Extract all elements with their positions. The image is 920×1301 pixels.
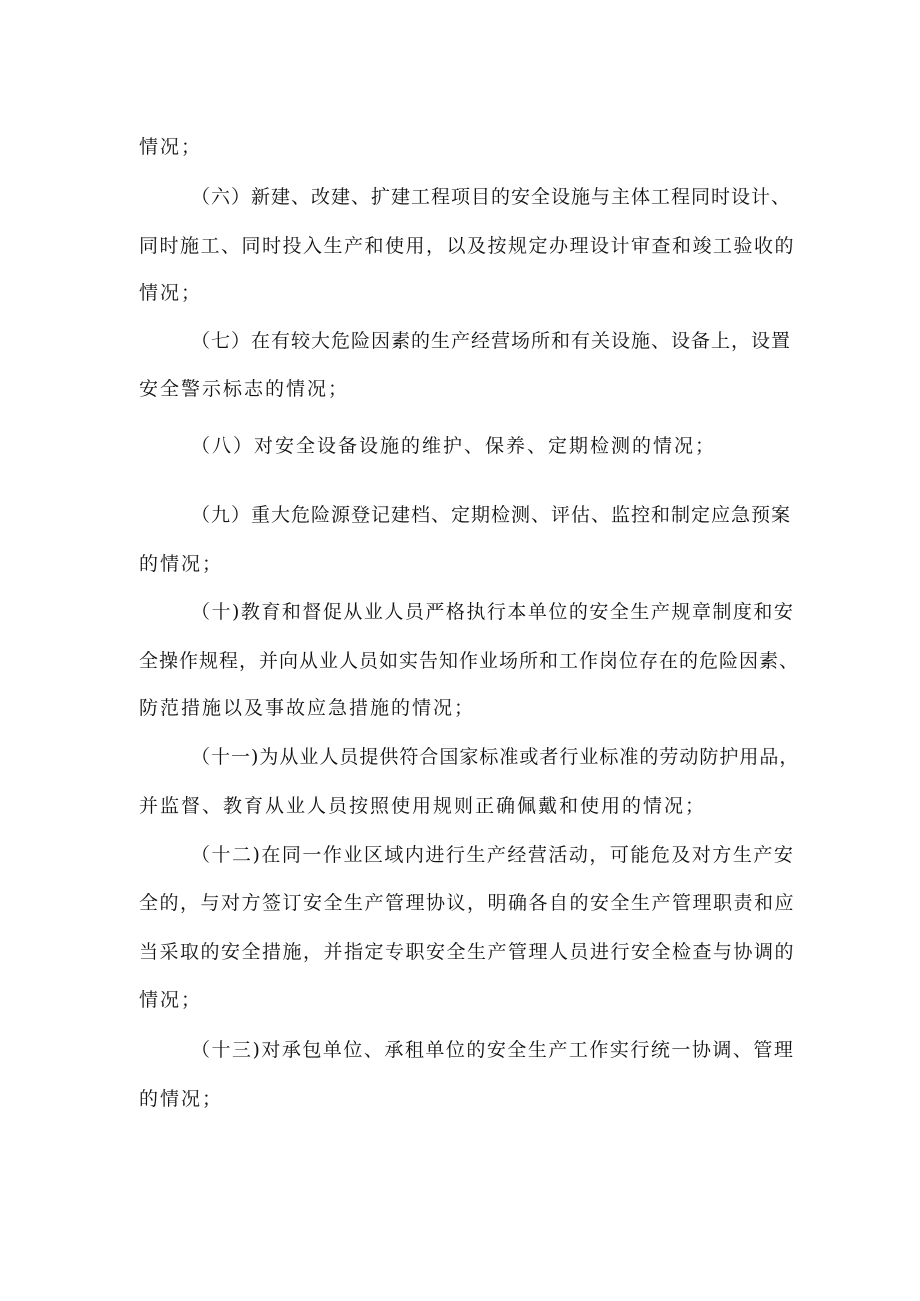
text-line-8: （九）重大危险源登记建档、定期检测、评估、监控和制定应急预案 [191, 504, 792, 526]
text-line-7: （八）对安全设备设施的维护、保养、定期检测的情况； [191, 435, 717, 457]
text-line-5: （七）在有较大危险因素的生产经营场所和有关设施、设备上，设置 [191, 330, 792, 352]
text-line-17: 当采取的安全措施，并指定专职安全生产管理人员进行安全检查与协调的 [139, 941, 796, 963]
text-line-12: 防范措施以及事故应急措施的情况； [139, 697, 476, 719]
text-line-20: 的情况； [139, 1088, 224, 1110]
text-line-1: 情况； [139, 136, 203, 158]
text-line-2: （六）新建、改建、扩建工程项目的安全设施与主体工程同时设计、 [191, 186, 792, 208]
text-line-18: 情况； [139, 989, 203, 1011]
text-line-10: （十)教育和督促从业人员严格执行本单位的安全生产规章制度和安 [191, 601, 795, 623]
text-line-15: （十二)在同一作业区域内进行生产经营活动，可能危及对方生产安 [191, 844, 795, 866]
text-line-11: 全操作规程，并向从业人员如实告知作业场所和工作岗位存在的危险因素、 [139, 650, 800, 672]
text-line-14: 并监督、教育从业人员按照使用规则正确佩戴和使用的情况； [139, 795, 707, 817]
text-line-6: 安全警示标志的情况； [139, 378, 350, 400]
text-line-3: 同时施工、同时投入生产和使用，以及按规定办理设计审查和竣工验收的 [139, 235, 796, 257]
text-line-9: 的情况； [139, 553, 224, 575]
text-line-13: （十一)为从业人员提供符合国家标准或者行业标准的劳动防护用品， [191, 746, 800, 768]
text-line-19: （十三)对承包单位、承租单位的安全生产工作实行统一协调、管理 [191, 1039, 795, 1061]
text-line-16: 全的，与对方签订安全生产管理协议，明确各自的安全生产管理职责和应 [139, 892, 796, 914]
text-line-4: 情况； [139, 282, 203, 304]
